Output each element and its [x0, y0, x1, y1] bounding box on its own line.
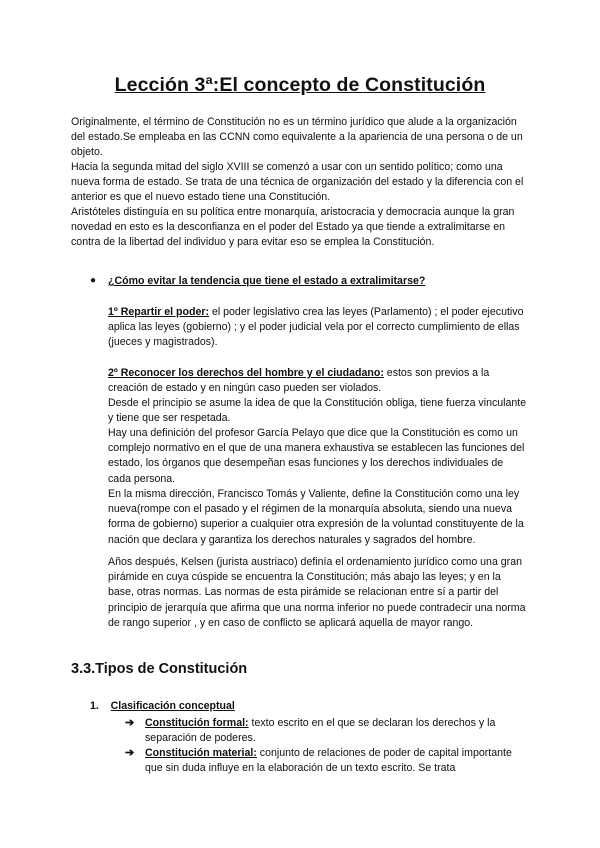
subitem-formal-text: texto escrito en el que se declaran los derechos y la separación de poderes. — [145, 717, 496, 745]
intro-paragraph-1: Originalmente, el término de Constitución no es un término jurídico que alude a la organización del estado.Se empleaba en las CCNN como equivalente a la apariencia de una persona o de un objeto. — [71, 116, 523, 159]
point-2-paragraph-a: Desde el principio se asume la idea de que la Constitución obliga, tiene fuerza vinculante y tiene que ser respetada. — [108, 397, 527, 425]
point-2-paragraph-c: En la misma dirección, Francisco Tomás y Valiente, define la Constitución como una ley nueva(rompe con el pasado y el régimen de la monarquía absoluta, siendo una nueva forma de gobierno) superior a cualquier otra expresión de la voluntad constituyente de la nación que declara y garantiza los derechos naturales y sagrados del hombre. — [108, 488, 524, 546]
classification-item — [90, 700, 235, 712]
point-2-heading: 2º Reconocer los derechos del hombre y el ciudadano: — [108, 367, 384, 379]
point-1-heading: 1º Repartir el poder: — [108, 306, 210, 318]
item-label: Clasificación conceptual — [110, 700, 235, 712]
intro-paragraph-3: Aristóteles distinguía en su política entre monarquía, aristocracia y democracia aunque la gran novedad en esto es la desconfianza en el poder del Estado ya que tiende a extralimitarse en contra de la libertad del individuo y para evitar eso se emplea la Constitución. — [71, 206, 515, 249]
page-title: Lección 3ª:El concepto de Constitución — [114, 74, 486, 96]
point-2-paragraph-b: Hay una definición del profesor García Pelayo que dice que la Constitución es como un complejo normativo en el que de una manera exhaustiva se establecen las funciones del estado, los órganos que desempeñan esas funciones y los derechos individuales de cada persona. — [108, 427, 525, 485]
point-1-paragraph — [108, 305, 528, 351]
intro-paragraph-2: Hacia la segunda mitad del siglo XVIII se comenzó a usar con un sentido político; como una nueva forma de estado. Se trata de una técnica de organización del estado y la diferencia con el anterior es que el nuevo estado tiene una Constitución. — [71, 161, 524, 204]
subitem-material-term: Constitución material: — [145, 747, 257, 759]
bullet-question: ¿Cómo evitar la tendencia que tiene el estado a extralimitarse? — [108, 275, 426, 287]
item-number: 1. — [90, 700, 99, 712]
arrow-icon: ➔ — [125, 717, 135, 729]
point-1-text: el poder legislativo crea las leyes (Parlamento) ; el poder ejecutivo aplica las leyes (gobierno) ; y el poder judicial vela por el correcto cumplimiento de ellas (jueces y magistrados). — [108, 306, 524, 349]
point-2-text: estos son previos a la creación de estado y en ningún caso pueden ser violados. — [108, 367, 490, 395]
point-2-paragraph-d: Años después, Kelsen (jurista austriaco) definía el ordenamiento jurídico como una gran pirámide en cuya cúspide se encuentra la Constitución; más abajo las leyes; y en la base, otras normas. Las normas de esta pirámide se relacionan entre sí a partir del principio de jerarquía que afirma que una norma inferior no puede contradecir una norma de rango superior , y en caso de conflicto se aplicará aquella de mayor rango. — [108, 556, 526, 629]
subitem-material-text: conjunto de relaciones de poder de capital importante que sin duda influye en la elaboración de un texto escrito. Se trata — [145, 747, 512, 775]
subitem-formal — [145, 716, 525, 746]
subitem-formal-term: Constitución formal: — [145, 717, 249, 729]
arrow-icon: ➔ — [125, 747, 135, 759]
subitem-material — [145, 746, 525, 776]
bullet-dot: ● — [90, 275, 97, 286]
section-heading: 3.3.Tipos de Constitución — [71, 661, 248, 677]
point-2-paragraph — [108, 366, 528, 396]
